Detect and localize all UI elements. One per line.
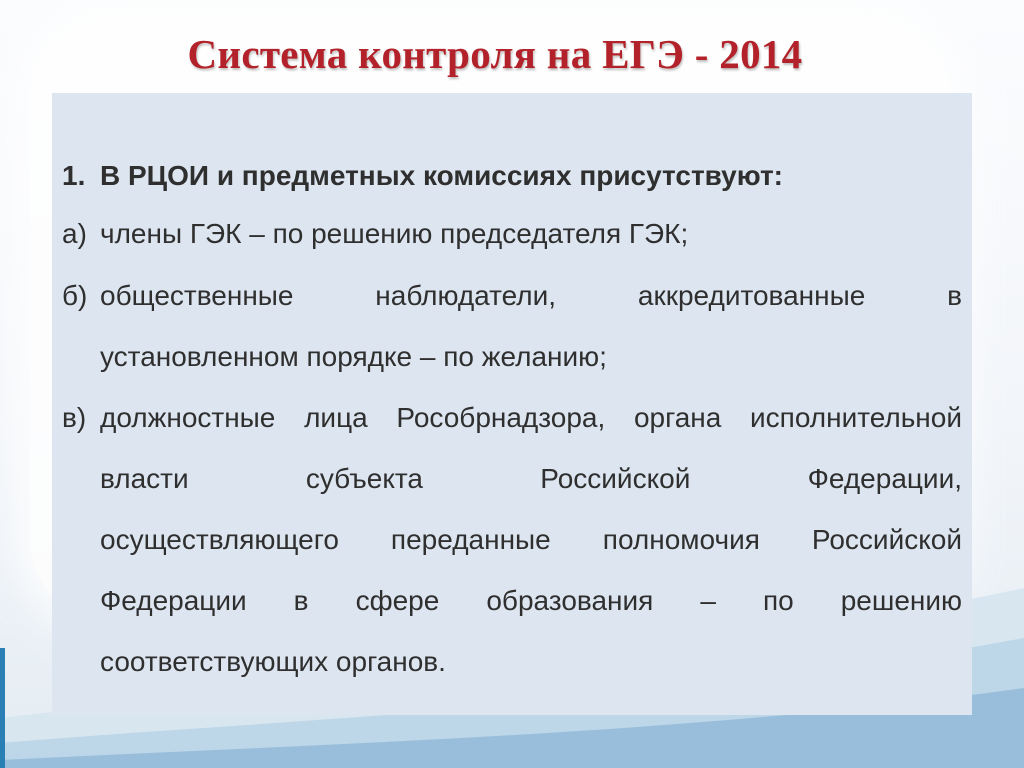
heading-text: В РЦОИ и предметных комиссиях присутствуют: [100,160,784,191]
text-line: власти субъекта Российской Федерации, [100,463,962,494]
list-item-c [62,387,962,692]
list-marker: а) [62,218,87,249]
slide-title: Система контроля на ЕГЭ - 2014 [187,31,803,77]
left-accent-bar [0,648,5,768]
list-marker: б) [62,280,88,311]
text-line: должностные лица Рособрнадзора, органа исполнительной [100,402,962,433]
text-line: общественные наблюдатели, аккредитованные в [100,280,962,311]
text-line: осуществляющего переданные полномочия Российской [100,524,962,555]
list-item-b [62,265,962,387]
list-item-text [100,265,962,387]
text-line: соответствующих органов. [100,646,446,677]
content-panel [52,93,972,715]
text-line: Федерации в сфере образования – по решению [100,585,962,616]
text-line: установленном порядке – по желанию; [100,341,607,372]
heading-number: 1. [62,160,86,191]
list-item-text [100,387,962,692]
section-heading [62,149,962,203]
text-line: члены ГЭК – по решению председателя ГЭК; [100,218,689,249]
list-marker: в) [62,402,87,433]
list-item-a [62,203,962,265]
list-item-text [100,203,962,265]
